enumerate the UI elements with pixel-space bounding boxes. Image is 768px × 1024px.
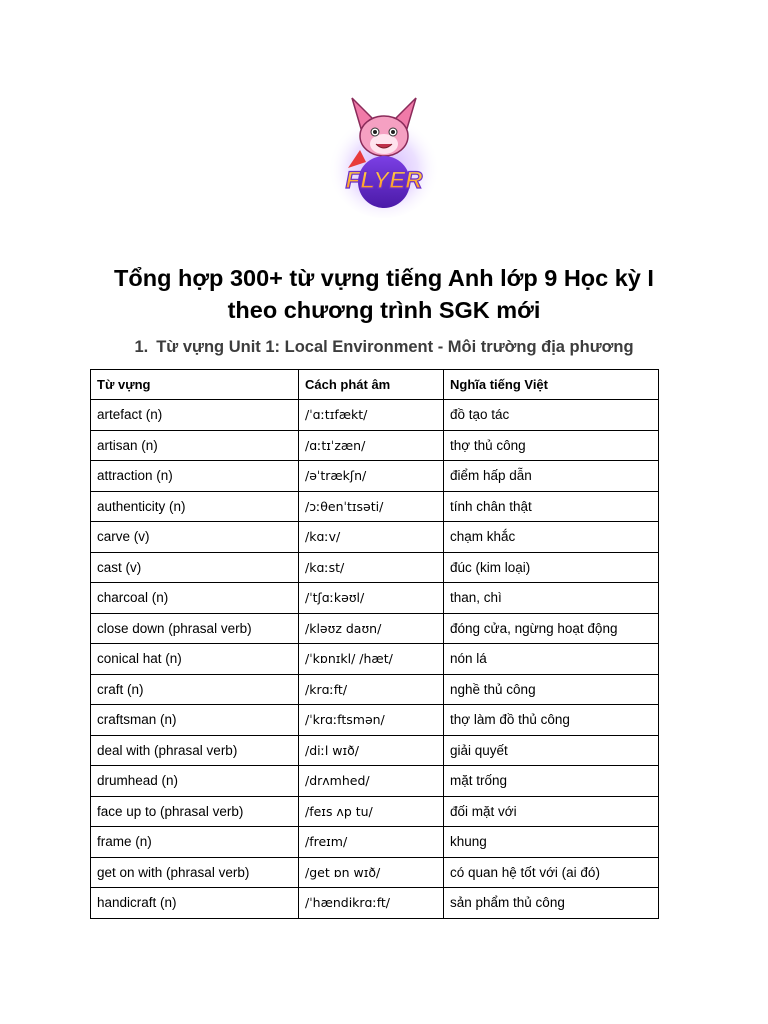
- table-row: [91, 461, 659, 492]
- meaning-cell: chạm khắc: [444, 522, 659, 553]
- word-cell: close down (phrasal verb): [91, 613, 299, 644]
- word-cell: artisan (n): [91, 430, 299, 461]
- table-row: [91, 735, 659, 766]
- pronunciation-cell: /kɑːv/: [299, 522, 444, 553]
- meaning-cell: mặt trống: [444, 766, 659, 797]
- pronunciation-cell: /əˈtrækʃn/: [299, 461, 444, 492]
- column-header-meaning: Nghĩa tiếng Việt: [444, 370, 659, 400]
- table-row: [91, 400, 659, 431]
- table-row: [91, 888, 659, 919]
- pronunciation-cell: /feɪs ʌp tu/: [299, 796, 444, 827]
- table-row: [91, 766, 659, 797]
- pronunciation-cell: /ˈkrɑːftsmən/: [299, 705, 444, 736]
- word-cell: attraction (n): [91, 461, 299, 492]
- word-cell: carve (v): [91, 522, 299, 553]
- pronunciation-cell: /ˈɑːtɪfækt/: [299, 400, 444, 431]
- meaning-cell: thợ làm đồ thủ công: [444, 705, 659, 736]
- flyer-logo: [326, 92, 442, 218]
- table-row: [91, 857, 659, 888]
- table-row: [91, 522, 659, 553]
- word-cell: deal with (phrasal verb): [91, 735, 299, 766]
- pronunciation-cell: /diːl wɪð/: [299, 735, 444, 766]
- table-row: [91, 583, 659, 614]
- pronunciation-cell: /ˈtʃɑːkəʊl/: [299, 583, 444, 614]
- section-number: 1.: [134, 338, 149, 356]
- table-row: [91, 491, 659, 522]
- table-row: [91, 674, 659, 705]
- meaning-cell: sản phẩm thủ công: [444, 888, 659, 919]
- meaning-cell: nón lá: [444, 644, 659, 675]
- pronunciation-cell: /ˈkɒnɪkl/ /hæt/: [299, 644, 444, 675]
- title-line-1: Tổng hợp 300+ từ vựng tiếng Anh lớp 9 Học kỳ I: [114, 265, 654, 291]
- pronunciation-cell: /drʌmhed/: [299, 766, 444, 797]
- column-header-pronunciation: Cách phát âm: [299, 370, 444, 400]
- flyer-wordmark: FLYER: [345, 167, 423, 194]
- table-row: [91, 430, 659, 461]
- pronunciation-cell: /ɔːθenˈtɪsəti/: [299, 491, 444, 522]
- section-heading: [0, 336, 768, 358]
- meaning-cell: đồ tạo tác: [444, 400, 659, 431]
- table-row: [91, 796, 659, 827]
- word-cell: authenticity (n): [91, 491, 299, 522]
- meaning-cell: than, chì: [444, 583, 659, 614]
- pronunciation-cell: /kɑːst/: [299, 552, 444, 583]
- pronunciation-cell: /kləʊz daʊn/: [299, 613, 444, 644]
- word-cell: craftsman (n): [91, 705, 299, 736]
- word-cell: drumhead (n): [91, 766, 299, 797]
- meaning-cell: thợ thủ công: [444, 430, 659, 461]
- vocabulary-table: [90, 369, 659, 919]
- word-cell: get on with (phrasal verb): [91, 857, 299, 888]
- section-heading-text: Từ vựng Unit 1: Local Environment - Môi trường địa phương: [156, 338, 634, 356]
- column-header-word: Từ vựng: [91, 370, 299, 400]
- table-row: [91, 827, 659, 858]
- meaning-cell: giải quyết: [444, 735, 659, 766]
- meaning-cell: đối mặt với: [444, 796, 659, 827]
- fox-mascot-icon: [326, 92, 442, 218]
- word-cell: face up to (phrasal verb): [91, 796, 299, 827]
- pronunciation-cell: /get ɒn wɪð/: [299, 857, 444, 888]
- word-cell: cast (v): [91, 552, 299, 583]
- pronunciation-cell: /ˈhændikrɑːft/: [299, 888, 444, 919]
- word-cell: conical hat (n): [91, 644, 299, 675]
- meaning-cell: khung: [444, 827, 659, 858]
- meaning-cell: nghề thủ công: [444, 674, 659, 705]
- word-cell: frame (n): [91, 827, 299, 858]
- word-cell: artefact (n): [91, 400, 299, 431]
- page-title: [0, 262, 768, 326]
- meaning-cell: tính chân thật: [444, 491, 659, 522]
- title-line-2: theo chương trình SGK mới: [227, 297, 541, 323]
- pronunciation-cell: /freɪm/: [299, 827, 444, 858]
- word-cell: handicraft (n): [91, 888, 299, 919]
- table-row: [91, 644, 659, 675]
- table-header-row: [91, 370, 659, 400]
- table-row: [91, 552, 659, 583]
- word-cell: craft (n): [91, 674, 299, 705]
- word-cell: charcoal (n): [91, 583, 299, 614]
- pronunciation-cell: /ɑːtɪˈzæn/: [299, 430, 444, 461]
- meaning-cell: điểm hấp dẫn: [444, 461, 659, 492]
- table-row: [91, 613, 659, 644]
- pronunciation-cell: /krɑːft/: [299, 674, 444, 705]
- table-row: [91, 705, 659, 736]
- meaning-cell: có quan hệ tốt với (ai đó): [444, 857, 659, 888]
- meaning-cell: đóng cửa, ngừng hoạt động: [444, 613, 659, 644]
- meaning-cell: đúc (kim loại): [444, 552, 659, 583]
